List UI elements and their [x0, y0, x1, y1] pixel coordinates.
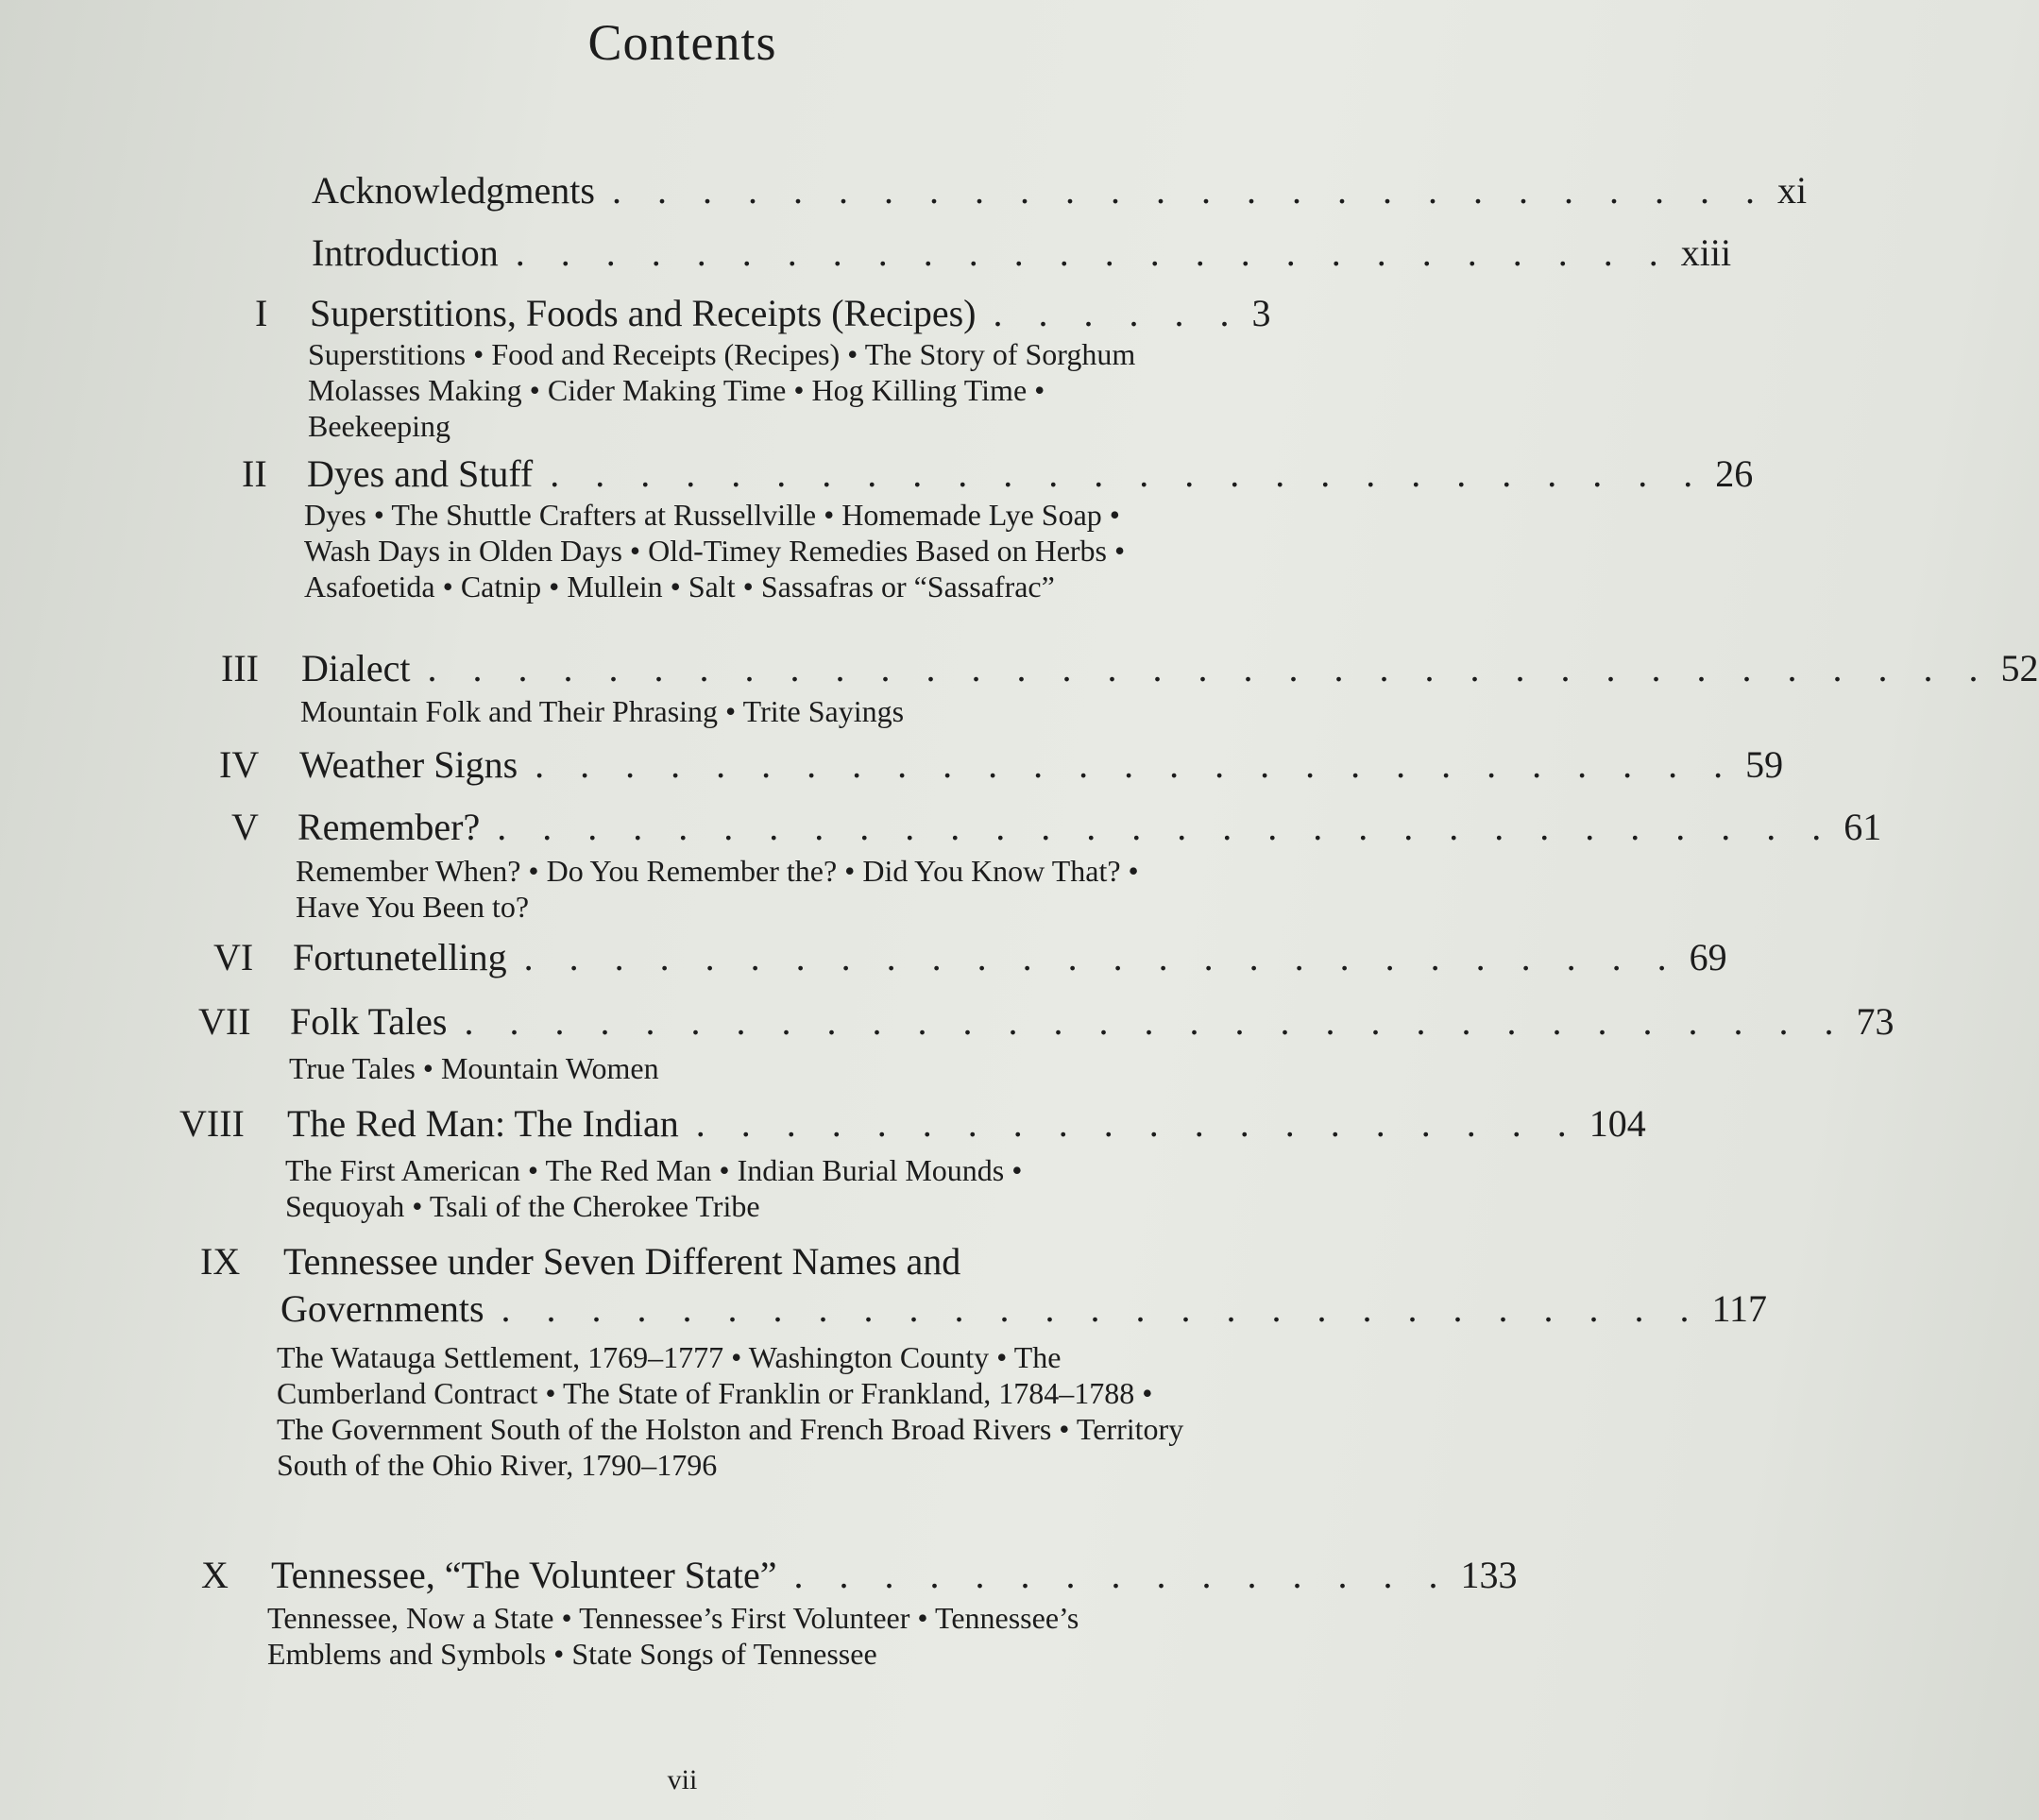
dot-leader: . . . . . . . . . . . . . . . . . . . . — [695, 1102, 1580, 1145]
dot-leader: . . . . . . . . . . . . . . . . . . . . . . . . . . — [611, 169, 1768, 212]
entry-page: 59 — [1745, 743, 1784, 786]
entry-page: 61 — [1844, 806, 1882, 848]
dot-leader: . . . . . . . . . . . . . . . . . . . . . . . . . . — [515, 231, 1672, 274]
dot-leader: . . . . . . . . . . . . . . . . . . . . . . . . . . . — [535, 743, 1737, 786]
dot-leader: . . . . . . — [993, 292, 1243, 334]
entry-subtopics: Remember When? • Do You Remember the? • Did You Know That? • Have You Been to? — [296, 854, 1139, 924]
dot-leader: . . . . . . . . . . . . . . . . . . . . . . . . . . — [550, 452, 1707, 495]
entry-page: 52 — [2000, 647, 2039, 689]
chapter-numeral: II — [242, 452, 267, 495]
chapter-numeral: I — [255, 292, 268, 334]
entry-title: Superstitions, Foods and Receipts (Recipes) — [310, 292, 977, 334]
toc-entry-acknowledgments — [312, 168, 1808, 225]
chapter-numeral: V — [231, 806, 259, 848]
entry-title: Tennessee, “The Volunteer State” — [271, 1554, 777, 1596]
entry-title: Introduction — [312, 231, 499, 274]
entry-title: Folk Tales — [290, 1000, 448, 1043]
entry-page: 3 — [1251, 292, 1271, 334]
page-number: vii — [667, 1764, 698, 1795]
entry-title: Acknowledgments — [312, 169, 595, 212]
chapter-numeral: VI — [213, 936, 254, 978]
dot-leader: . . . . . . . . . . . . . . . — [793, 1554, 1452, 1596]
dot-leader: . . . . . . . . . . . . . . . . . . . . . . . . . . . . . . . — [464, 1000, 1847, 1043]
entry-page: 26 — [1715, 452, 1754, 495]
dot-leader: . . . . . . . . . . . . . . . . . . . . . . . . . . . — [501, 1287, 1703, 1330]
entry-page: 69 — [1689, 936, 1727, 978]
entry-page: xi — [1776, 169, 1808, 212]
entry-title: The Red Man: The Indian — [287, 1102, 679, 1145]
toc-entry-introduction — [312, 230, 1732, 287]
entry-title: Fortunetelling — [293, 936, 507, 978]
entry-subtopics: True Tales • Mountain Women — [289, 1051, 659, 1085]
entry-title: Remember? — [297, 806, 481, 848]
entry-subtopics: Dyes • The Shuttle Crafters at Russellville • Homemade Lye Soap • Wash Days in Olden Days • Old-Timey Remedies Based on Herbs • Asafoetida • Catnip • Mullein • Salt • Sassafras or “Sassafrac” — [304, 498, 1126, 604]
entry-subtopics: Superstitions • Food and Receipts (Recipes) • The Story of Sorghum Molasses Making • Cider Making Time • Hog Killing Time • Beekeeping — [308, 337, 1136, 443]
entry-page: 104 — [1589, 1102, 1646, 1145]
entry-subtopics: The First American • The Red Man • Indian Burial Mounds • Sequoyah • Tsali of the Cherokee Tribe — [285, 1153, 1023, 1223]
chapter-numeral: VII — [198, 1000, 251, 1043]
entry-page: 73 — [1856, 1000, 1895, 1043]
chapter-numeral: III — [221, 647, 259, 689]
entry-subtopics: The Watauga Settlement, 1769–1777 • Washington County • The Cumberland Contract • The State of Franklin or Frankland, 1784–1788 • The Government South of the Holston and French Broad Rivers • Territory South of the Ohio River, 1790–1796 — [277, 1340, 1184, 1482]
entry-page: 133 — [1460, 1554, 1518, 1596]
entry-title: Dyes and Stuff — [307, 452, 534, 495]
entry-page: xiii — [1680, 231, 1732, 274]
chapter-numeral: IX — [200, 1240, 241, 1283]
entry-title: Weather Signs — [299, 743, 518, 786]
entry-title: Dialect — [301, 647, 411, 689]
chapter-numeral: VIII — [179, 1102, 245, 1145]
entry-subtopics: Tennessee, Now a State • Tennessee’s First Volunteer • Tennessee’s Emblems and Symbols • State Songs of Tennessee — [267, 1601, 1079, 1671]
entry-page: 117 — [1711, 1287, 1768, 1330]
chapter-numeral: X — [201, 1554, 229, 1596]
dot-leader: . . . . . . . . . . . . . . . . . . . . . . . . . . . . . . — [497, 806, 1835, 848]
entry-title-continued: Governments — [280, 1287, 484, 1330]
entry-subtopics: Mountain Folk and Their Phrasing • Trite Sayings — [300, 694, 905, 728]
contents-heading: Contents — [587, 14, 777, 71]
entry-title: Tennessee under Seven Different Names and — [283, 1240, 961, 1283]
dot-leader: . . . . . . . . . . . . . . . . . . . . . . . . . . . . . . . . . . . — [427, 647, 1992, 689]
dot-leader: . . . . . . . . . . . . . . . . . . . . . . . . . . — [523, 936, 1680, 978]
chapter-numeral: IV — [219, 743, 260, 786]
